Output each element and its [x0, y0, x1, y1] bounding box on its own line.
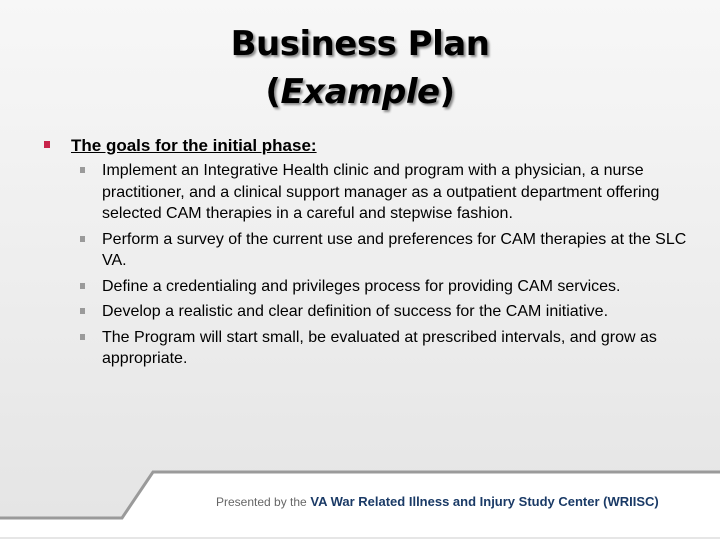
footer-credit: Presented by the VA War Related Illness and Injury Study Center (WRIISC) — [216, 494, 659, 509]
bullet-icon — [44, 141, 50, 148]
bullet-icon — [80, 167, 85, 173]
bullet-icon — [80, 283, 85, 289]
list-item: Develop a realistic and clear definition of success for the CAM initiative. — [78, 301, 698, 323]
slide-title-line2: (Example) — [265, 72, 455, 112]
goals-list — [78, 160, 698, 374]
bullet-icon — [80, 236, 85, 242]
bullet-icon — [80, 308, 85, 314]
slide-title-line1: Business Plan — [230, 24, 490, 64]
list-item: The Program will start small, be evaluated at prescribed intervals, and grow as appropriate. — [78, 327, 698, 370]
list-item: Define a credentialing and privileges process for providing CAM services. — [78, 276, 698, 298]
list-item: Implement an Integrative Health clinic and program with a physician, a nurse practitioner, and a clinical support manager as a outpatient department offering selected CAM therapies in a careful and stepwise fashion. — [78, 160, 698, 225]
footer-banner — [0, 440, 720, 540]
list-item: Perform a survey of the current use and preferences for CAM therapies at the SLC VA. — [78, 229, 698, 272]
bullet-icon — [80, 334, 85, 340]
